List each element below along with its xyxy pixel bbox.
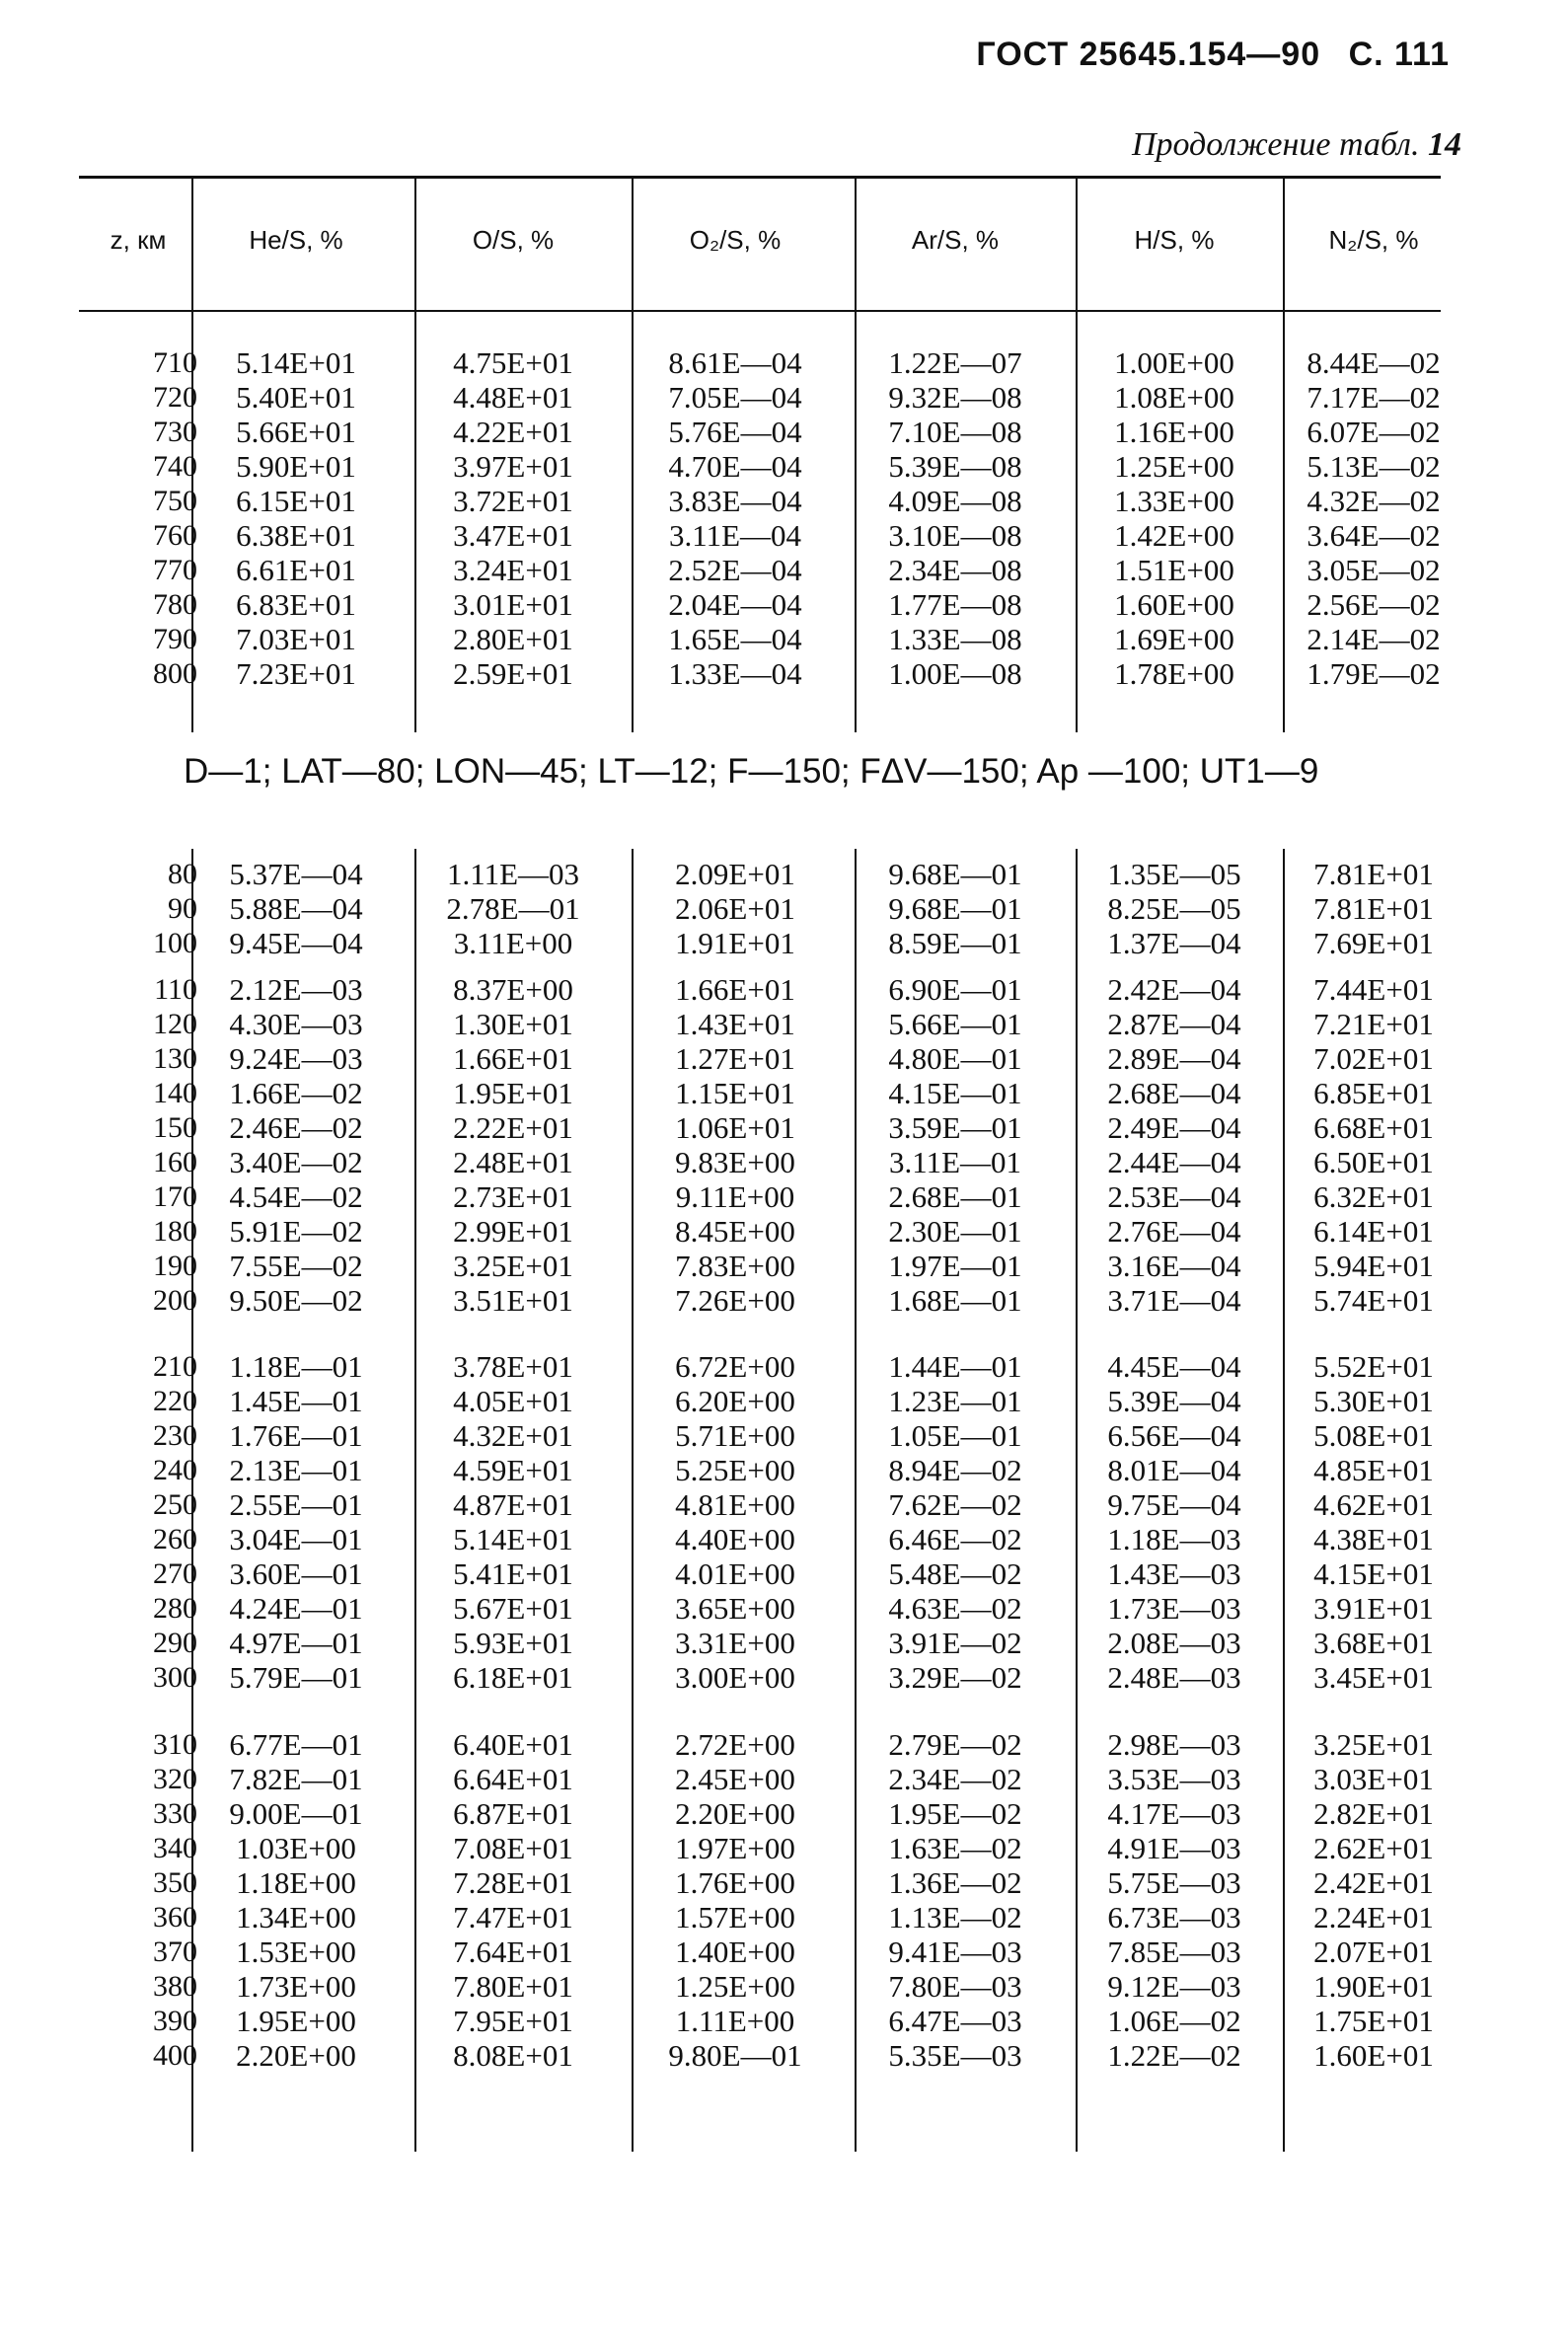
column-values-he: 1.18E—01 1.45E—01 1.76E—01 2.13E—01 2.55E—01 3.04E—01 3.60E—01 4.24E—01 4.97E—01 5.79E—01: [229, 1349, 363, 1695]
column-values-he: 5.14E+01 5.40E+01 5.66E+01 5.90E+01 6.15E+01 6.38E+01 6.61E+01 6.83E+01 7.03E+01 7.23E+01: [236, 345, 356, 691]
column-separator: [855, 178, 857, 311]
column-header: O₂/S, %: [689, 225, 782, 255]
column-values-h: 2.98E—03 3.53E—03 4.17E—03 4.91E—03 5.75E—03 6.73E—03 7.85E—03 9.12E—03 1.06E—02 1.22E—02: [1107, 1727, 1241, 2073]
column-values-z: 210 220 230 240 250 260 270 280 290 300: [153, 1350, 197, 1694]
column-values-o: 8.37E+00 1.30E+01 1.66E+01 1.95E+01 2.22E+01 2.48E+01 2.73E+01 2.99E+01 3.25E+01 3.51E+01: [453, 972, 573, 1318]
column-values-o2: 6.72E+00 6.20E+00 5.71E+00 5.25E+00 4.81E+00 4.40E+00 4.01E+00 3.65E+00 3.31E+00 3.00E+00: [675, 1349, 795, 1695]
page-header: [976, 36, 1450, 74]
standard-number: ГОСТ 25645.154—90: [976, 36, 1321, 73]
table-header-rule: [79, 310, 1441, 312]
column-values-n2: 3.25E+01 3.03E+01 2.82E+01 2.62E+01 2.42E+01 2.24E+01 2.07E+01 1.90E+01 1.75E+01 1.60E+01: [1313, 1727, 1434, 2073]
column-values-o2: 8.61E—04 7.05E—04 5.76E—04 4.70E—04 3.83E—04 3.11E—04 2.52E—04 2.04E—04 1.65E—04 1.33E—04: [668, 345, 802, 691]
column-values-h: 1.35E—05 8.25E—05 1.37E—04: [1107, 857, 1241, 960]
column-separator: [1076, 178, 1078, 311]
column-separator: [1283, 178, 1285, 311]
column-values-n2: 7.81E+01 7.81E+01 7.69E+01: [1313, 857, 1434, 960]
column-values-ar: 1.22E—07 9.32E—08 7.10E—08 5.39E—08 4.09E—08 3.10E—08 2.34E—08 1.77E—08 1.33E—08 1.00E—08: [888, 345, 1022, 691]
column-values-z: 310 320 330 340 350 360 370 380 390 400: [153, 1728, 197, 2072]
column-values-o: 4.75E+01 4.48E+01 4.22E+01 3.97E+01 3.72E+01 3.47E+01 3.24E+01 3.01E+01 2.80E+01 2.59E+01: [453, 345, 573, 691]
column-header: Ar/S, %: [911, 225, 1000, 255]
column-values-n2: 7.44E+01 7.21E+01 7.02E+01 6.85E+01 6.68E+01 6.50E+01 6.32E+01 6.14E+01 5.94E+01 5.74E+01: [1313, 972, 1434, 1318]
column-values-ar: 6.90E—01 5.66E—01 4.80E—01 4.15E—01 3.59E—01 3.11E—01 2.68E—01 2.30E—01 1.97E—01 1.68E—01: [888, 972, 1022, 1318]
column-values-o: 6.40E+01 6.64E+01 6.87E+01 7.08E+01 7.28E+01 7.47E+01 7.64E+01 7.80E+01 7.95E+01 8.08E+01: [453, 1727, 573, 2073]
column-values-o2: 2.72E+00 2.45E+00 2.20E+00 1.97E+00 1.76E+00 1.57E+00 1.40E+00 1.25E+00 1.11E+00 9.80E—01: [668, 1727, 802, 2073]
column-header: He/S, %: [249, 225, 343, 255]
column-values-h: 1.00E+00 1.08E+00 1.16E+00 1.25E+00 1.33E+00 1.42E+00 1.51E+00 1.60E+00 1.69E+00 1.78E+00: [1114, 345, 1234, 691]
section-title: D—1; LAT—80; LON—45; LT—12; F—150; FΔV—150; Aр —100; UT1—9: [184, 752, 1319, 791]
column-separator: [414, 178, 416, 311]
table-top-rule: [79, 176, 1441, 179]
column-values-ar: 9.68E—01 9.68E—01 8.59E—01: [888, 857, 1022, 960]
column-header: N₂/S, %: [1328, 225, 1419, 255]
column-values-o2: 2.09E+01 2.06E+01 1.91E+01: [675, 857, 795, 960]
column-values-n2: 8.44E—02 7.17E—02 6.07E—02 5.13E—02 4.32E—02 3.64E—02 3.05E—02 2.56E—02 2.14E—02 1.79E—02: [1307, 345, 1441, 691]
column-separator: [632, 178, 634, 311]
column-values-o2: 1.66E+01 1.43E+01 1.27E+01 1.15E+01 1.06E+01 9.83E+00 9.11E+00 8.45E+00 7.83E+00 7.26E+00: [675, 972, 795, 1318]
column-values-z: 110 120 130 140 150 160 170 180 190 200: [153, 973, 197, 1317]
column-header: z, км: [110, 225, 167, 255]
column-values-ar: 1.44E—01 1.23E—01 1.05E—01 8.94E—02 7.62E—02 6.46E—02 5.48E—02 4.63E—02 3.91E—02 3.29E—02: [888, 1349, 1022, 1695]
column-values-n2: 5.52E+01 5.30E+01 5.08E+01 4.85E+01 4.62E+01 4.38E+01 4.15E+01 3.91E+01 3.68E+01 3.45E+01: [1313, 1349, 1434, 1695]
column-header: O/S, %: [472, 225, 555, 255]
column-values-he: 6.77E—01 7.82E—01 9.00E—01 1.03E+00 1.18E+00 1.34E+00 1.53E+00 1.73E+00 1.95E+00 2.20E+00: [229, 1727, 363, 2073]
column-values-ar: 2.79E—02 2.34E—02 1.95E—02 1.63E—02 1.36E—02 1.13E—02 9.41E—03 7.80E—03 6.47E—03 5.35E—03: [888, 1727, 1022, 2073]
table-number: 14: [1428, 126, 1461, 163]
continuation-text: Продолжение табл.: [1131, 126, 1420, 163]
table-continuation-label: [1132, 126, 1461, 164]
column-values-o: 3.78E+01 4.05E+01 4.32E+01 4.59E+01 4.87E+01 5.14E+01 5.41E+01 5.67E+01 5.93E+01 6.18E+01: [453, 1349, 573, 1695]
column-values-z: 710 720 730 740 750 760 770 780 790 800: [153, 346, 197, 690]
column-values-h: 2.42E—04 2.87E—04 2.89E—04 2.68E—04 2.49E—04 2.44E—04 2.53E—04 2.76E—04 3.16E—04 3.71E—04: [1107, 972, 1241, 1318]
column-header: H/S, %: [1134, 225, 1215, 255]
column-values-z: 80 90 100: [153, 858, 197, 959]
column-values-o: 1.11E—03 2.78E—01 3.11E+00: [446, 857, 580, 960]
column-separator: [191, 178, 193, 311]
page-number: С. 111: [1348, 36, 1450, 73]
column-values-h: 4.45E—04 5.39E—04 6.56E—04 8.01E—04 9.75E—04 1.18E—03 1.43E—03 1.73E—03 2.08E—03 2.48E—03: [1107, 1349, 1241, 1695]
column-values-he: 5.37E—04 5.88E—04 9.45E—04: [229, 857, 363, 960]
column-values-he: 2.12E—03 4.30E—03 9.24E—03 1.66E—02 2.46E—02 3.40E—02 4.54E—02 5.91E—02 7.55E—02 9.50E—02: [229, 972, 363, 1318]
